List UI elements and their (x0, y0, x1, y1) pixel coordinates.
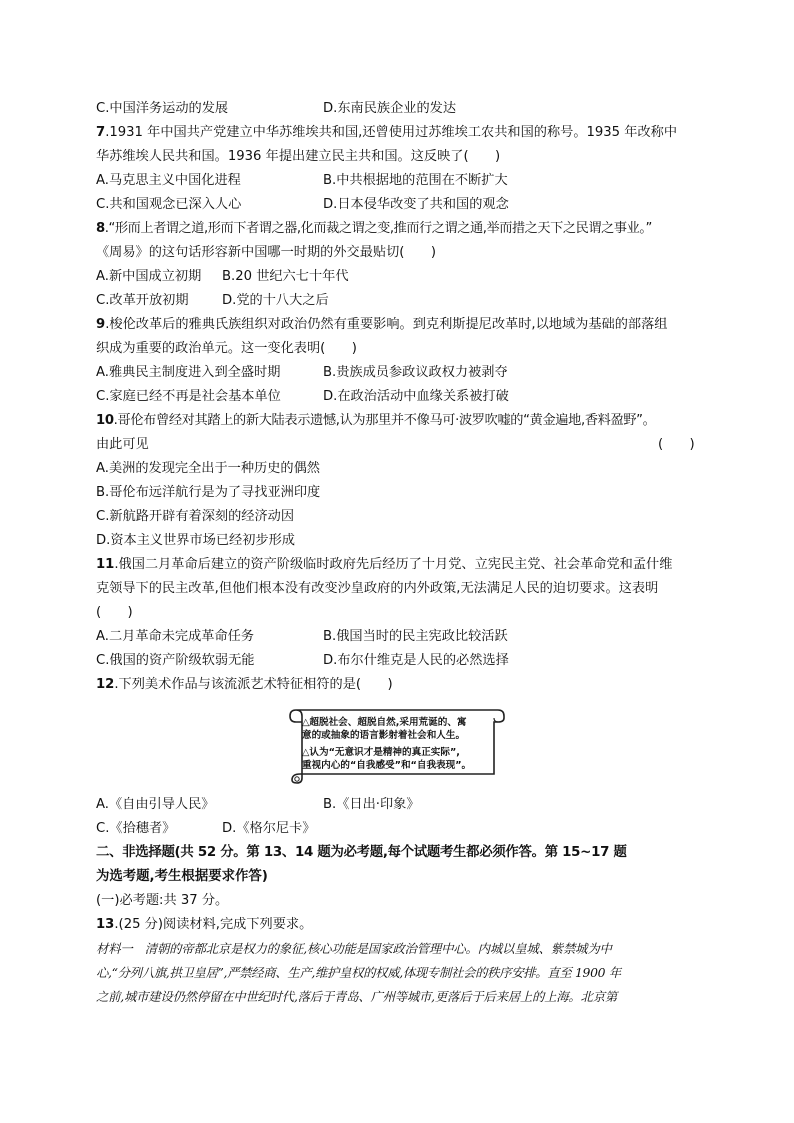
section2-required-label: (一)必考题:共 37 分。 (96, 893, 229, 908)
q10-option-d[interactable]: D.资本主义世界市场已经初步形成 (96, 533, 295, 548)
q9-option-a[interactable]: A.雅典民主制度进入到全盛时期 (96, 365, 281, 380)
q7-stem-line1: 7.1931 年中国共产党建立中华苏维埃共和国,还曾使用过苏维埃工农共和国的称号。1935 年改称中 (96, 125, 678, 140)
q9-option-b[interactable]: B.贵族成员参政议政权力被剥夺 (323, 365, 508, 380)
q8-option-c[interactable]: C.改革开放初期 (96, 293, 189, 308)
q7-option-d[interactable]: D.日本侵华改变了共和国的观念 (323, 197, 509, 212)
q11-option-d[interactable]: D.布尔什维克是人民的必然选择 (323, 653, 509, 668)
q12-option-d[interactable]: D.《格尔尼卡》 (222, 821, 316, 836)
q10-option-c[interactable]: C.新航路开辟有着深刻的经济动因 (96, 509, 295, 524)
scroll-text (302, 716, 502, 772)
q10-option-a[interactable]: A.美洲的发现完全出于一种历史的偶然 (96, 461, 320, 476)
q7-option-a[interactable]: A.马克思主义中国化进程 (96, 173, 241, 188)
q8-stem-line1: 8.“形而上者谓之道,形而下者谓之器,化而裁之谓之变,推而行之谓之通,举而措之天下之民谓之事业。” (96, 221, 652, 236)
q7-option-b[interactable]: B.中共根据地的范围在不断扩大 (323, 173, 508, 188)
section2-heading-line2: 为选考题,考生根据要求作答) (96, 869, 268, 884)
q13-material-line3: 之前,城市建设仍然停留在中世纪时代,落后于青岛、广州等城市,更落后于后来居上的上海。北京第 (96, 989, 617, 1004)
q12-stem: 12.下列美术作品与该流派艺术特征相符的是( ) (96, 677, 393, 692)
q6-option-c[interactable]: C.中国洋务运动的发展 (96, 101, 229, 116)
q11-stem-line1: 11.俄国二月革命后建立的资产阶级临时政府先后经历了十月党、立宪民主党、社会革命党和孟什维 (96, 557, 673, 572)
q10-stem-line2: 由此可见 (96, 437, 149, 452)
q11-option-b[interactable]: B.俄国当时的民主宪政比较活跃 (323, 629, 508, 644)
q8-option-b[interactable]: B.20 世纪六七十年代 (222, 269, 349, 284)
scroll-line-2: 意的或抽象的语言影射着社会和人生。 (302, 730, 466, 741)
q10-answer-paren: ( ) (658, 437, 695, 452)
q7-option-c[interactable]: C.共和国观念已深入人心 (96, 197, 242, 212)
scroll-line-4: 重视内心的“自我感受”和“自我表现”。 (302, 760, 472, 771)
q13-material-line2: 心,“分列八旗,拱卫皇居”,严禁经商、生产,维护皇权的权威,体现专制社会的秩序安排。直至 1900 年 (96, 965, 621, 980)
q7-stem-line2: 华苏维埃人民共和国。1936 年提出建立民主共和国。这反映了( ) (96, 149, 501, 164)
q12-option-b[interactable]: B.《日出·印象》 (323, 797, 420, 812)
q12-option-a[interactable]: A.《自由引导人民》 (96, 797, 215, 812)
q12-option-c[interactable]: C.《拾穗者》 (96, 821, 176, 836)
q11-stem-line3: ( ) (96, 605, 133, 620)
q10-option-b[interactable]: B.哥伦布远洋航行是为了寻找亚洲印度 (96, 485, 321, 500)
q9-option-c[interactable]: C.家庭已经不再是社会基本单位 (96, 389, 281, 404)
q9-stem-line2: 织成为重要的政治单元。这一变化表明( ) (96, 341, 357, 356)
q6-option-d[interactable]: D.东南民族企业的发达 (323, 101, 457, 116)
q8-option-d[interactable]: D.党的十八大之后 (222, 293, 329, 308)
q11-stem-line2: 克领导下的民主改革,但他们根本没有改变沙皇政府的内外政策,无法满足人民的迫切要求。这表明 (96, 581, 659, 596)
q9-stem-line1: 9.梭伦改革后的雅典氏族组织对政治仍然有重要影响。到克利斯提尼改革时,以地域为基础的部落组 (96, 317, 668, 332)
scroll-line-1: △超脱社会、超脱自然,采用荒诞的、寓 (302, 717, 467, 728)
q11-option-c[interactable]: C.俄国的资产阶级软弱无能 (96, 653, 255, 668)
section2-heading-line1: 二、非选择题(共 52 分。第 13、14 题为必考题,每个试题考生都必须作答。第 15~17 题 (96, 845, 627, 860)
q13-stem: 13.(25 分)阅读材料,完成下列要求。 (96, 917, 313, 932)
q10-stem-line1: 10.哥伦布曾经对其踏上的新大陆表示遗憾,认为那里并不像马可·波罗吹嘘的“黄金遍地,香料盈野”。 (96, 413, 656, 428)
q11-option-a[interactable]: A.二月革命未完成革命任务 (96, 629, 255, 644)
q8-stem-line2: 《周易》的这句话形容新中国哪一时期的外交最贴切( ) (96, 245, 436, 260)
q9-option-d[interactable]: D.在政治活动中血缘关系被打破 (323, 389, 509, 404)
scroll-line-3: △认为“无意识才是精神的真正实际”, (302, 747, 460, 758)
q8-option-a[interactable]: A.新中国成立初期 (96, 269, 202, 284)
q13-material-line1: 材料一 清朝的帝都北京是权力的象征,核心功能是国家政治管理中心。内城以皇城、紫禁城为中 (96, 941, 612, 956)
